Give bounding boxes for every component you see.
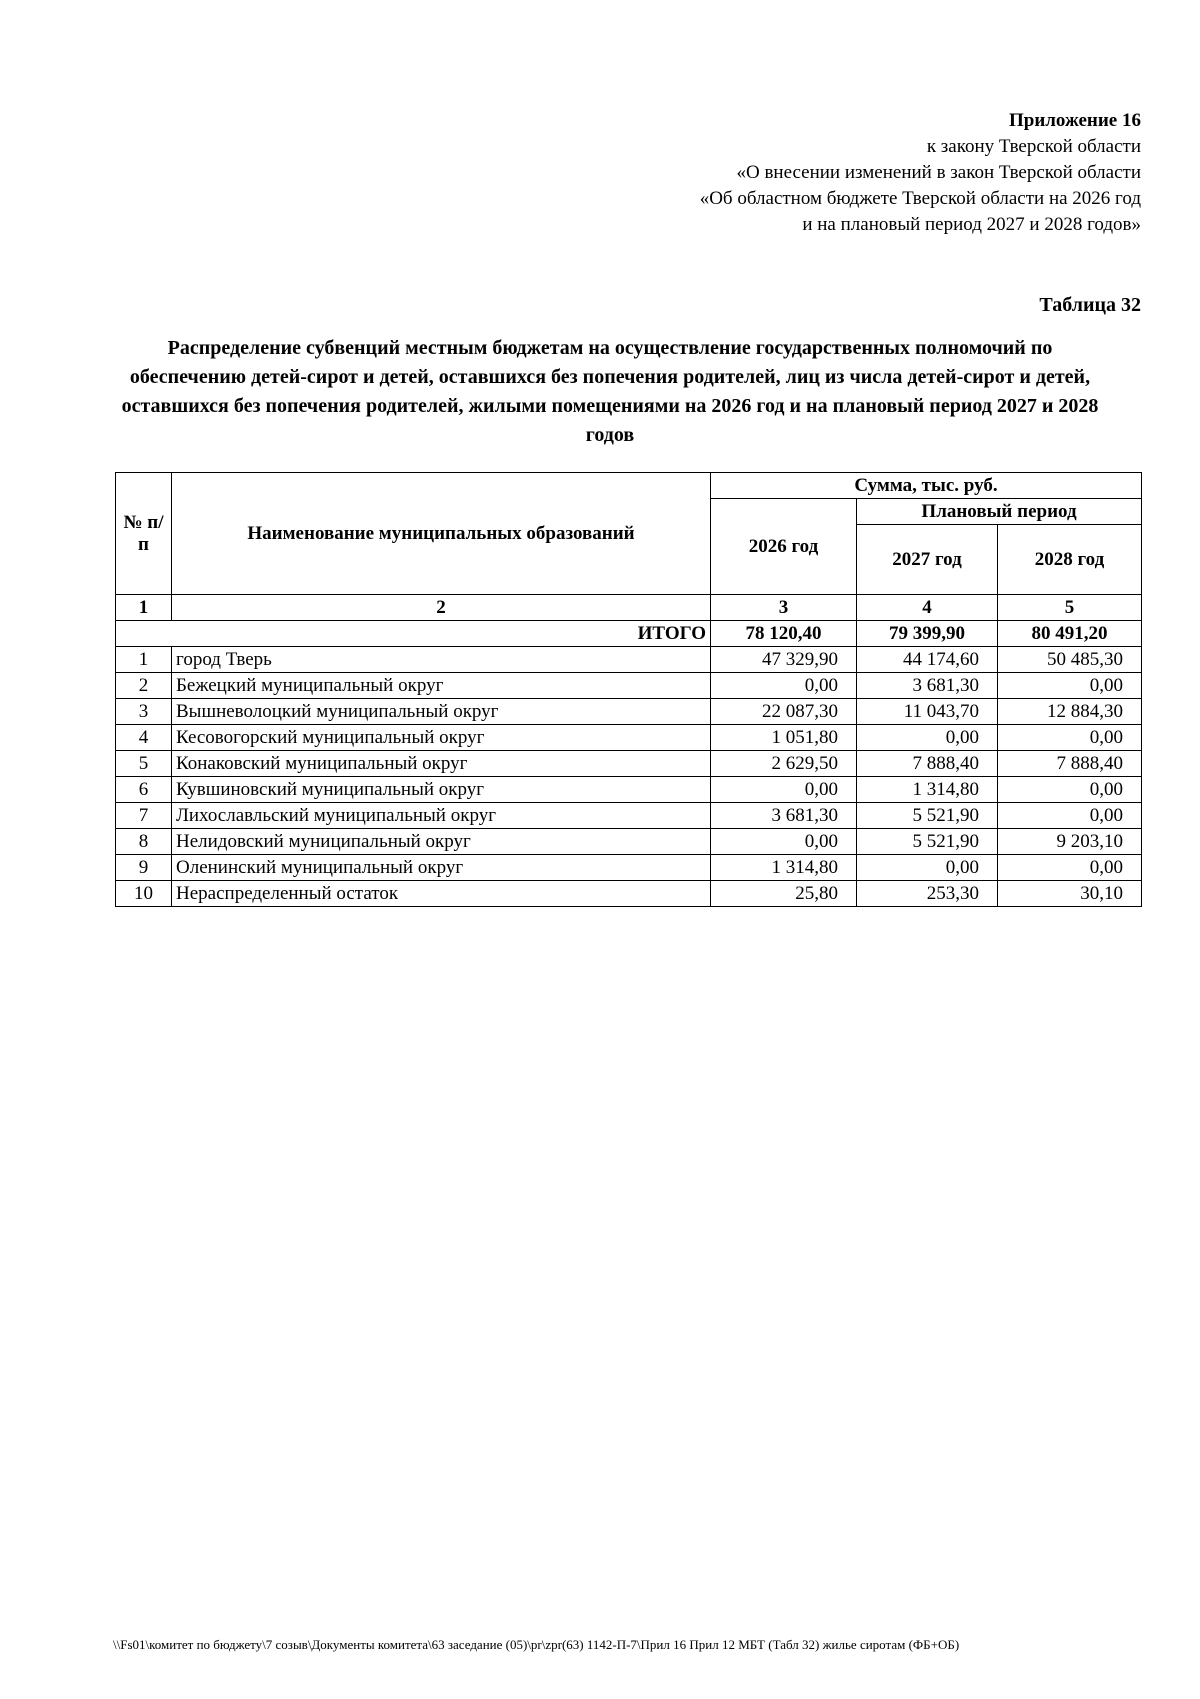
total-2027: 79 399,90 [857, 621, 998, 647]
row-number: 9 [116, 855, 172, 881]
column-index: 2 [172, 595, 711, 621]
table-row [116, 881, 1142, 907]
row-number: 10 [116, 881, 172, 907]
row-2028: 0,00 [998, 777, 1142, 803]
row-2028: 30,10 [998, 881, 1142, 907]
total-2028: 80 491,20 [998, 621, 1142, 647]
table-row [116, 699, 1142, 725]
row-2027: 44 174,60 [857, 647, 998, 673]
header-sum: Сумма, тыс. руб. [711, 473, 1142, 499]
row-2027: 0,00 [857, 855, 998, 881]
header-2027: 2027 год [857, 525, 998, 595]
row-2027: 5 521,90 [857, 803, 998, 829]
appendix-line: к закону Тверской области [926, 136, 1141, 157]
row-2027: 1 314,80 [857, 777, 998, 803]
total-2026: 78 120,40 [711, 621, 857, 647]
row-2028: 0,00 [998, 725, 1142, 751]
row-2026: 0,00 [711, 673, 857, 699]
header-2026: 2026 год [711, 499, 857, 595]
row-2026: 0,00 [711, 829, 857, 855]
row-number: 6 [116, 777, 172, 803]
row-2027: 11 043,70 [857, 699, 998, 725]
header-number: № п/п [116, 473, 172, 595]
row-2028: 12 884,30 [998, 699, 1142, 725]
appendix-number: Приложение 16 [1008, 110, 1141, 131]
column-index-row [116, 595, 1142, 621]
row-2026: 2 629,50 [711, 751, 857, 777]
row-2027: 3 681,30 [857, 673, 998, 699]
row-2026: 47 329,90 [711, 647, 857, 673]
row-2028: 50 485,30 [998, 647, 1142, 673]
column-index: 5 [998, 595, 1142, 621]
row-2027: 5 521,90 [857, 829, 998, 855]
row-2028: 7 888,40 [998, 751, 1142, 777]
appendix-header [700, 108, 1141, 238]
appendix-line: «Об областном бюджете Тверской области на 2026 год [699, 188, 1141, 209]
row-number: 2 [116, 673, 172, 699]
row-2027: 7 888,40 [857, 751, 998, 777]
total-row [116, 621, 1142, 647]
subvention-table [115, 472, 1142, 907]
row-name: Вышневолоцкий муниципальный округ [172, 699, 711, 725]
row-2027: 0,00 [857, 725, 998, 751]
row-number: 5 [116, 751, 172, 777]
row-number: 7 [116, 803, 172, 829]
column-index: 3 [711, 595, 857, 621]
row-2026: 1 314,80 [711, 855, 857, 881]
total-label: ИТОГО [116, 621, 711, 647]
row-name: Кесовогорский муниципальный округ [172, 725, 711, 751]
row-2026: 25,80 [711, 881, 857, 907]
appendix-line: «О внесении изменений в закон Тверской области [736, 162, 1141, 183]
row-name: Нераспределенный остаток [172, 881, 711, 907]
row-2028: 9 203,10 [998, 829, 1142, 855]
row-2028: 0,00 [998, 803, 1142, 829]
row-2026: 0,00 [711, 777, 857, 803]
header-2028: 2028 год [998, 525, 1142, 595]
table-row [116, 725, 1142, 751]
row-number: 8 [116, 829, 172, 855]
table-row [116, 751, 1142, 777]
row-number: 1 [116, 647, 172, 673]
row-name: Кувшиновский муниципальный округ [172, 777, 711, 803]
row-2026: 22 087,30 [711, 699, 857, 725]
row-2028: 0,00 [998, 673, 1142, 699]
row-2027: 253,30 [857, 881, 998, 907]
table-row [116, 777, 1142, 803]
row-name: Конаковский муниципальный округ [172, 751, 711, 777]
appendix-line: и на плановый период 2027 и 2028 годов» [802, 214, 1141, 235]
table-row [116, 673, 1142, 699]
file-path-footer: \\Fs01\комитет по бюджету\7 созыв\Документы комитета\63 заседание (05)\pr\zpr(63) 1142-П-7\Прил 16 Прил 12 МБТ (Табл 32) жилье сиротам (ФБ+ОБ) [113, 1637, 960, 1652]
row-2026: 1 051,80 [711, 725, 857, 751]
table-number: Таблица 32 [1039, 294, 1141, 316]
header-plan-period: Плановый период [857, 499, 1142, 525]
row-number: 3 [116, 699, 172, 725]
column-index: 4 [857, 595, 998, 621]
row-2028: 0,00 [998, 855, 1142, 881]
row-number: 4 [116, 725, 172, 751]
table-row [116, 855, 1142, 881]
row-name: Нелидовский муниципальный округ [172, 829, 711, 855]
row-name: Лихославльский муниципальный округ [172, 803, 711, 829]
document-title: Распределение субвенций местным бюджетам на осуществление государственных полномочий по обеспечению детей-сирот и детей, оставшихся без попечения родителей, лиц из числа детей-сирот и детей, оставшихся без попечения родителей, жилыми помещениями на 2026 год и на плановый период 2027 и 2028 годов [121, 337, 1099, 446]
column-index: 1 [116, 595, 172, 621]
row-name: Бежецкий муниципальный округ [172, 673, 711, 699]
table-row [116, 829, 1142, 855]
header-name: Наименование муниципальных образований [172, 473, 711, 595]
table-row [116, 803, 1142, 829]
row-name: Оленинский муниципальный округ [172, 855, 711, 881]
table-row [116, 647, 1142, 673]
row-2026: 3 681,30 [711, 803, 857, 829]
row-name: город Тверь [172, 647, 711, 673]
